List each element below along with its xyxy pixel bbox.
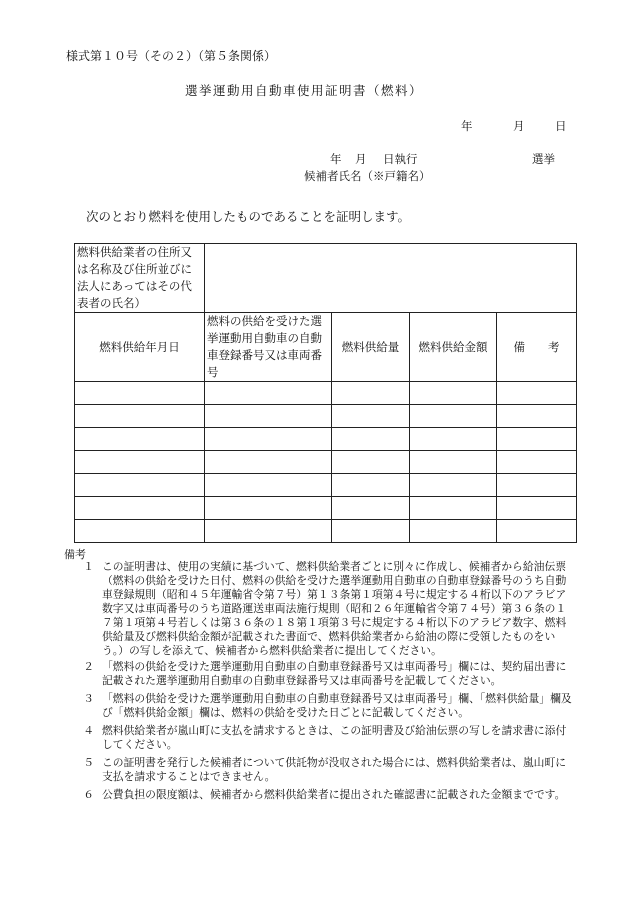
cell-vehicle-number[interactable] [205, 451, 332, 474]
cell-supply-date[interactable] [75, 497, 205, 520]
notes-heading: 備考 [64, 548, 86, 561]
cell-remarks[interactable] [497, 497, 577, 520]
cell-vehicle-number[interactable] [205, 428, 332, 451]
note-item [64, 788, 574, 818]
note-item [64, 724, 574, 754]
table-header-row [75, 313, 577, 382]
cell-supply-date[interactable] [75, 451, 205, 474]
note-number: ２ [83, 660, 94, 673]
cell-fuel-quantity[interactable] [332, 451, 410, 474]
cell-fuel-amount[interactable] [410, 382, 497, 405]
issue-date-day: 日 [555, 119, 567, 133]
cell-fuel-amount[interactable] [410, 497, 497, 520]
note-item [64, 692, 574, 722]
cell-fuel-amount[interactable] [410, 520, 497, 543]
column-header-vehicle-number: 燃料の供給を受けた選挙運動用自動車の自動車登録番号又は車両番号 [205, 313, 332, 382]
note-text: 公費負担の限度額は、候補者から燃料供給業者に提出された確認書に記載された金額までです。 [102, 788, 566, 801]
cell-fuel-amount[interactable] [410, 428, 497, 451]
supplier-label: 燃料供給業者の住所又は名称及び住所並びに法人にあってはその代表者の氏名） [75, 244, 205, 313]
form-number: 様式第１０号（その２）（第５条関係） [66, 49, 277, 63]
document-title: 選挙運動用自動車使用証明書（燃料） [185, 83, 424, 98]
fuel-usage-table [74, 243, 577, 543]
note-text: 「燃料の供給を受けた選挙運動用自動車の自動車登録番号又は車両番号」欄、「燃料供給量」欄及び「燃料供給金額」欄は、燃料の供給を受けた日ごとに記載してください。 [102, 692, 572, 719]
cell-fuel-quantity[interactable] [332, 497, 410, 520]
table-row [75, 451, 577, 474]
cell-remarks[interactable] [497, 451, 577, 474]
election-date-year: 年 [330, 152, 342, 166]
cell-supply-date[interactable] [75, 474, 205, 497]
note-text: 「燃料の供給を受けた選挙運動用自動車の自動車登録番号又は車両番号」欄には、契約届出書に記載された選挙運動用自動車の自動車登録番号又は車両番号を記載してください。 [102, 660, 567, 687]
column-header-supply-date: 燃料供給年月日 [75, 313, 205, 382]
cell-vehicle-number[interactable] [205, 405, 332, 428]
issue-date-month: 月 [513, 119, 525, 133]
table-row [75, 405, 577, 428]
cell-supply-date[interactable] [75, 520, 205, 543]
cell-fuel-quantity[interactable] [332, 405, 410, 428]
cell-remarks[interactable] [497, 382, 577, 405]
note-text: この証明書は、使用の実績に基づいて、燃料供給業者ごとに別々に作成し、候補者から給油伝票（燃料の供給を受けた日付、燃料の供給を受けた選挙運動用自動車の自動車登録番号のうち自動車登録規則（昭和４５年運輸省令第７号）第１３条第１項第４号に規定する４桁以下のアラビア数字又は車両番号のうち道路運送車両法施行規則（昭和２６年運輸省令第７４号）第３６条の１７第１項第４号若しくは第３６条の１８第１項第３号に規定する４桁以下のアラビア数字、燃料供給量及び燃料供給金額が記載された書面で、燃料供給業者から給油の際に受領したものをいう。）の写しを添えて、候補者から燃料供給業者に提出してください。 [102, 560, 567, 657]
cell-vehicle-number[interactable] [205, 382, 332, 405]
note-item [64, 756, 574, 786]
cell-fuel-amount[interactable] [410, 405, 497, 428]
note-number: ６ [83, 788, 94, 801]
cell-fuel-amount[interactable] [410, 474, 497, 497]
note-number: ４ [83, 724, 94, 737]
table-row [75, 497, 577, 520]
column-header-fuel-quantity: 燃料供給量 [332, 313, 410, 382]
cell-remarks[interactable] [497, 474, 577, 497]
issue-date-year: 年 [461, 119, 473, 133]
cell-supply-date[interactable] [75, 405, 205, 428]
note-text: この証明書を発行した候補者について供託物が没収された場合には、燃料供給業者は、嵐山町に支払を請求することはできません。 [102, 756, 567, 783]
cell-remarks[interactable] [497, 405, 577, 428]
table-row [75, 474, 577, 497]
election-date-month: 月 [355, 152, 367, 166]
certification-statement: 次のとおり燃料を使用したものであることを証明します。 [86, 209, 411, 224]
candidate-name-label: 候補者氏名（※戸籍名） [304, 169, 431, 183]
cell-fuel-quantity[interactable] [332, 520, 410, 543]
column-header-remarks: 備 考 [497, 313, 577, 382]
cell-vehicle-number[interactable] [205, 497, 332, 520]
note-number: ５ [83, 756, 94, 769]
cell-remarks[interactable] [497, 520, 577, 543]
supplier-value-field[interactable] [205, 244, 577, 313]
cell-fuel-quantity[interactable] [332, 474, 410, 497]
election-name-label: 選挙 [532, 152, 555, 166]
cell-vehicle-number[interactable] [205, 520, 332, 543]
cell-fuel-amount[interactable] [410, 451, 497, 474]
note-number: ３ [83, 692, 94, 705]
column-header-fuel-amount: 燃料供給金額 [410, 313, 497, 382]
cell-supply-date[interactable] [75, 382, 205, 405]
cell-fuel-quantity[interactable] [332, 428, 410, 451]
table-row [75, 428, 577, 451]
note-item [64, 560, 574, 656]
cell-vehicle-number[interactable] [205, 474, 332, 497]
note-text: 燃料供給業者が嵐山町に支払を請求するときは、この証明書及び給油伝票の写しを請求書に添付してください。 [102, 724, 567, 751]
cell-supply-date[interactable] [75, 428, 205, 451]
table-row [75, 520, 577, 543]
cell-remarks[interactable] [497, 428, 577, 451]
note-item [64, 660, 574, 690]
table-row [75, 382, 577, 405]
election-date-day: 日執行 [383, 152, 418, 166]
cell-fuel-quantity[interactable] [332, 382, 410, 405]
note-number: １ [83, 560, 94, 573]
supplier-row [75, 244, 577, 313]
